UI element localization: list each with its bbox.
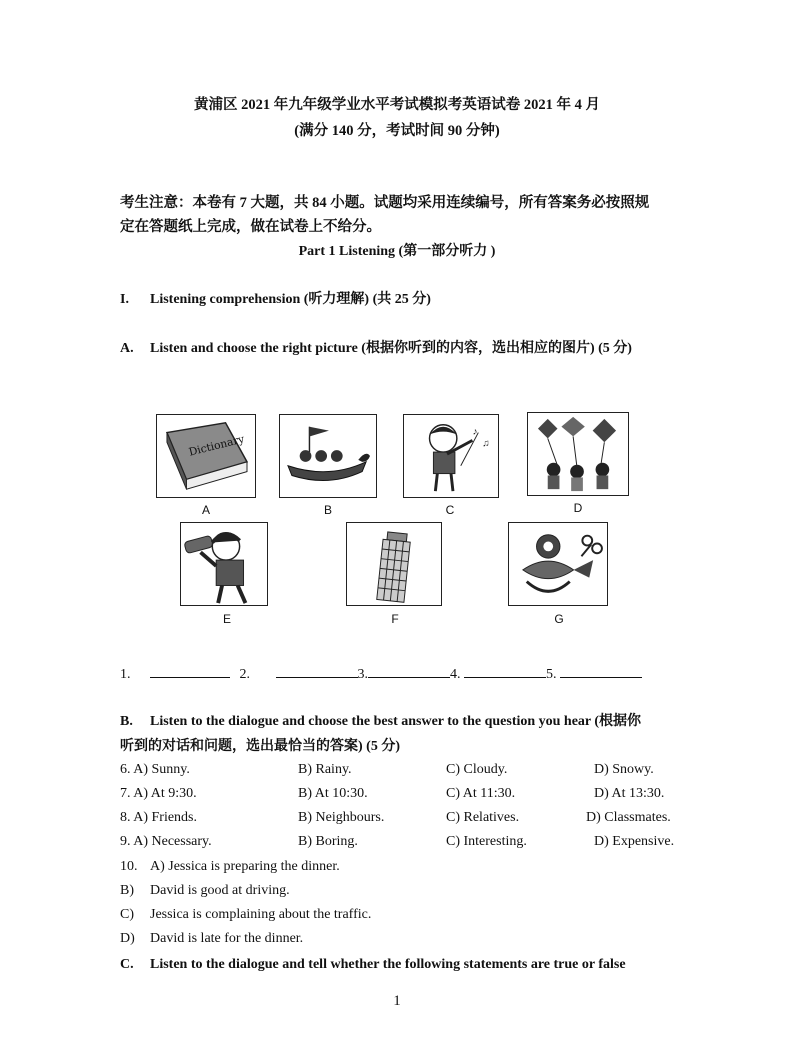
dragon-boat-icon bbox=[279, 414, 377, 498]
notice-line-2: 定在答题纸上完成，做在试卷上不给分。 bbox=[120, 219, 381, 235]
q6-option-a: 6. A) Sunny. bbox=[120, 762, 190, 777]
section-b-number: B. bbox=[120, 714, 133, 729]
answer-blank-1[interactable] bbox=[150, 664, 230, 678]
children-flying-kites-icon bbox=[527, 412, 629, 496]
answer-number-5: 5. bbox=[546, 667, 557, 682]
section-c-number: C. bbox=[120, 957, 134, 972]
q8-option-d: D) Classmates. bbox=[586, 810, 671, 825]
dictionary-book-icon bbox=[156, 414, 256, 498]
q7-option-b: B) At 10:30. bbox=[298, 786, 368, 801]
svg-text:♪: ♪ bbox=[472, 426, 478, 438]
q7-option-d: D) At 13:30. bbox=[594, 786, 665, 801]
section-1-title: Listening comprehension (听力理解) (共 25 分) bbox=[150, 292, 431, 307]
q8-option-a: 8. A) Friends. bbox=[120, 810, 197, 825]
picture-label-c: C bbox=[445, 503, 455, 517]
picture-label-f: F bbox=[391, 612, 399, 626]
boy-playing-violin-icon bbox=[403, 414, 499, 498]
answer-blanks-row bbox=[120, 664, 642, 683]
q10-label: 10. bbox=[120, 859, 138, 874]
answer-number-4: 4. bbox=[450, 667, 461, 682]
q6-option-c: C) Cloudy. bbox=[446, 762, 508, 777]
answer-blank-4[interactable] bbox=[464, 664, 546, 678]
section-c-title: Listen to the dialogue and tell whether the following statements are true or false bbox=[150, 957, 626, 972]
q9-option-c: C) Interesting. bbox=[446, 834, 527, 849]
answer-number-2: 2. bbox=[239, 667, 250, 682]
q10-option-c: Jessica is complaining about the traffic. bbox=[150, 907, 372, 922]
q7-option-a: 7. A) At 9:30. bbox=[120, 786, 197, 801]
answer-blank-3[interactable] bbox=[368, 664, 450, 678]
q8-option-b: B) Neighbours. bbox=[298, 810, 385, 825]
q7-option-c: C) At 11:30. bbox=[446, 786, 516, 801]
svg-text:♫: ♫ bbox=[482, 438, 490, 450]
section-1-number: I. bbox=[120, 292, 129, 307]
q8-option-c: C) Relatives. bbox=[446, 810, 520, 825]
q9-option-a: 9. A) Necessary. bbox=[120, 834, 212, 849]
picture-label-d: D bbox=[573, 501, 583, 515]
notice-line-1: 考生注意：本卷有 7 大题，共 84 小题。试题均采用连续编号，所有答案务必按照规 bbox=[120, 195, 650, 211]
paper-cut-art-icon bbox=[508, 522, 608, 606]
section-b-title-line-1: Listen to the dialogue and choose the best answer to the question you hear (根据你 bbox=[150, 714, 642, 729]
answer-number-3: 3. bbox=[357, 667, 368, 682]
answer-blank-2[interactable] bbox=[276, 664, 358, 678]
q6-option-d: D) Snowy. bbox=[594, 762, 654, 777]
q6-option-b: B) Rainy. bbox=[298, 762, 352, 777]
answer-number-1: 1. bbox=[120, 667, 131, 682]
exam-subtitle: (满分 140 分，考试时间 90 分钟) bbox=[294, 123, 500, 139]
answer-blank-5[interactable] bbox=[560, 664, 642, 678]
dictionary-text: Dictionary bbox=[187, 432, 246, 459]
q10-option-a: A) Jessica is preparing the dinner. bbox=[150, 859, 340, 874]
picture-label-b: B bbox=[323, 503, 332, 517]
q9-option-d: D) Expensive. bbox=[594, 834, 675, 849]
boy-drinking-icon bbox=[180, 522, 268, 606]
part1-title: Part 1 Listening (第一部分听力 ) bbox=[298, 244, 496, 259]
q10-d-label: D) bbox=[120, 931, 135, 946]
q9-option-b: B) Boring. bbox=[298, 834, 358, 849]
picture-label-a: A bbox=[201, 503, 210, 517]
leaning-tower-icon bbox=[346, 522, 442, 606]
q10-option-b: David is good at driving. bbox=[150, 883, 290, 898]
q10-c-label: C) bbox=[120, 907, 134, 922]
page-number: 1 bbox=[393, 993, 401, 1009]
picture-label-e: E bbox=[222, 612, 231, 626]
exam-title: 黄浦区 2021 年九年级学业水平考试模拟考英语试卷 2021 年 4 月 bbox=[194, 97, 600, 113]
picture-label-g: G bbox=[554, 612, 564, 626]
section-b-title-line-2: 听到的对话和问题，选出最恰当的答案) (5 分) bbox=[120, 739, 400, 754]
q10-option-d: David is late for the dinner. bbox=[150, 931, 304, 946]
section-a-title: Listen and choose the right picture (根据你听到的内容，选出相应的图片) (5 分) bbox=[150, 341, 632, 356]
q10-b-label: B) bbox=[120, 883, 134, 898]
section-a-number: A. bbox=[120, 341, 134, 356]
